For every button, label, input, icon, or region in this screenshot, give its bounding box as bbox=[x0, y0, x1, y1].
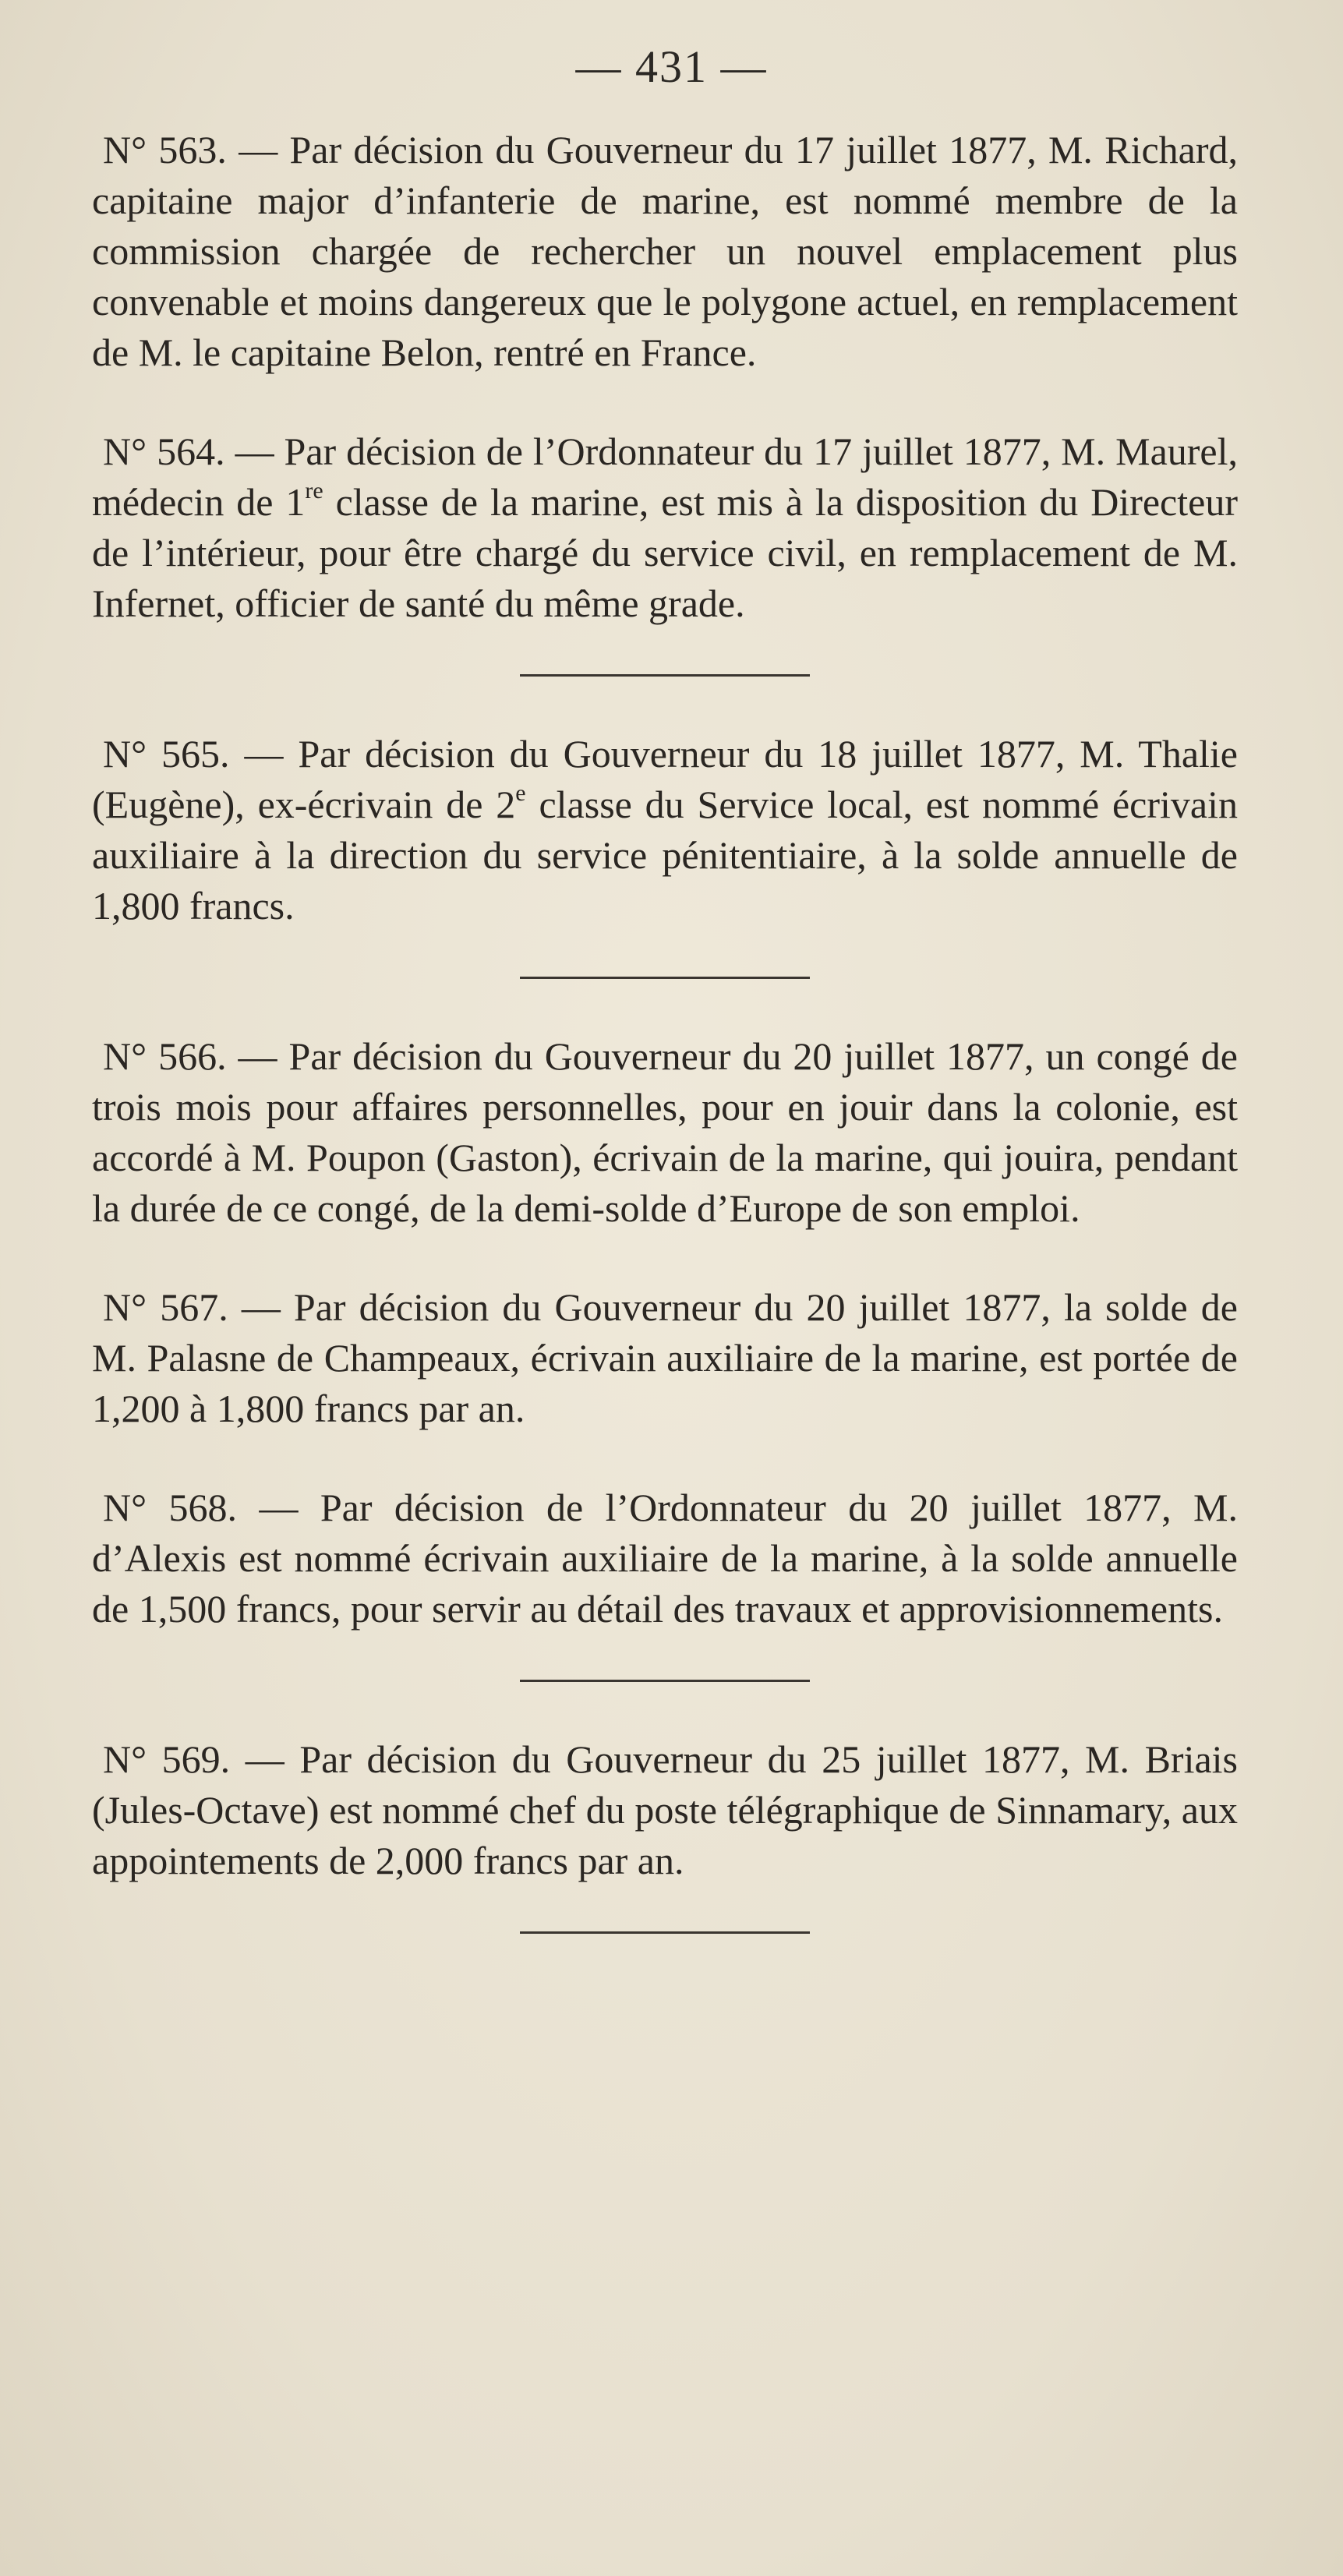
entry-text: classe de la marine, est mis à la disposition du Directeur de l’intérieur, pour être chargé du service civil, en remplacement de M. Infernet, officier de santé du même grade. bbox=[92, 480, 1238, 625]
entry-text: — Par décision de l’Ordonnateur du 20 juillet 1877, M. d’Alexis est nommé écrivain auxiliaire de la marine, à la solde annuelle de 1,500 francs, pour servir au détail des travaux et approvisionnements. bbox=[92, 1486, 1239, 1631]
entry-number: N° 563. bbox=[103, 128, 227, 171]
entry-number: N° 565. bbox=[103, 732, 230, 776]
separator bbox=[92, 1886, 1238, 1986]
entry-565 bbox=[92, 729, 1238, 931]
ordinal-suffix: e bbox=[515, 780, 526, 807]
entry-566 bbox=[92, 1031, 1238, 1234]
entry-563 bbox=[92, 125, 1238, 378]
page-number: — 431 — bbox=[575, 41, 768, 92]
entry-number: N° 566. bbox=[103, 1034, 227, 1078]
separator-rule bbox=[520, 1931, 810, 1934]
entry-number: N° 569. bbox=[103, 1737, 231, 1781]
document-body bbox=[92, 125, 1238, 1986]
entry-number: N° 567. bbox=[103, 1285, 228, 1329]
separator bbox=[92, 629, 1238, 729]
entry-text: — Par décision du Gouverneur du 20 juillet 1877, la solde de M. Palasne de Champeaux, écrivain auxiliaire de la marine, est portée de 1,200 à 1,800 francs par an. bbox=[92, 1285, 1239, 1430]
entry-564 bbox=[92, 426, 1238, 629]
ordinal-suffix: re bbox=[305, 478, 323, 504]
entry-text: — Par décision du Gouverneur du 25 juillet 1877, M. Briais (Jules-Octave) est nommé chef du poste télégraphique de Sinnamary, aux appointements de 2,000 francs par an. bbox=[92, 1737, 1239, 1882]
entry-number: N° 568. bbox=[103, 1486, 238, 1529]
entry-567 bbox=[92, 1282, 1238, 1434]
spacer bbox=[92, 378, 1238, 426]
entry-text: — Par décision du Gouverneur du 17 juillet 1877, M. Richard, capitaine major d’infanterie de marine, est nommé membre de la commission chargée de rechercher un nouvel emplacement plus convenable et moins dangereux que le polygone actuel, en remplacement de M. le capitaine Belon, rentré en France. bbox=[92, 128, 1238, 374]
separator-rule bbox=[520, 674, 810, 677]
entry-text: — Par décision de l’Ordonnateur du 17 juillet 1877, M. Maurel, médecin de 1 bbox=[92, 429, 1238, 524]
separator bbox=[92, 931, 1238, 1031]
entry-text: — Par décision du Gouverneur du 18 juillet 1877, M. Thalie (Eugène), ex-écrivain de 2 bbox=[92, 732, 1238, 826]
entry-569 bbox=[92, 1734, 1238, 1886]
entry-568 bbox=[92, 1482, 1238, 1634]
separator-rule bbox=[520, 1680, 810, 1682]
spacer bbox=[92, 1434, 1238, 1482]
entry-number: N° 564. bbox=[103, 429, 225, 473]
entry-text: — Par décision du Gouverneur du 20 juillet 1877, un congé de trois mois pour affaires personnelles, pour en jouir dans la colonie, est accordé à M. Poupon (Gaston), écrivain de la marine, qui jouira, pendant la durée de ce congé, de la demi-solde d’Europe de son emploi. bbox=[92, 1034, 1238, 1230]
entry-text: classe du Service local, est nommé écrivain auxiliaire à la direction du service pénitentiaire, à la solde annuelle de 1,800 francs. bbox=[92, 783, 1238, 928]
separator-rule bbox=[520, 977, 810, 979]
separator bbox=[92, 1634, 1238, 1734]
spacer bbox=[92, 1234, 1238, 1282]
